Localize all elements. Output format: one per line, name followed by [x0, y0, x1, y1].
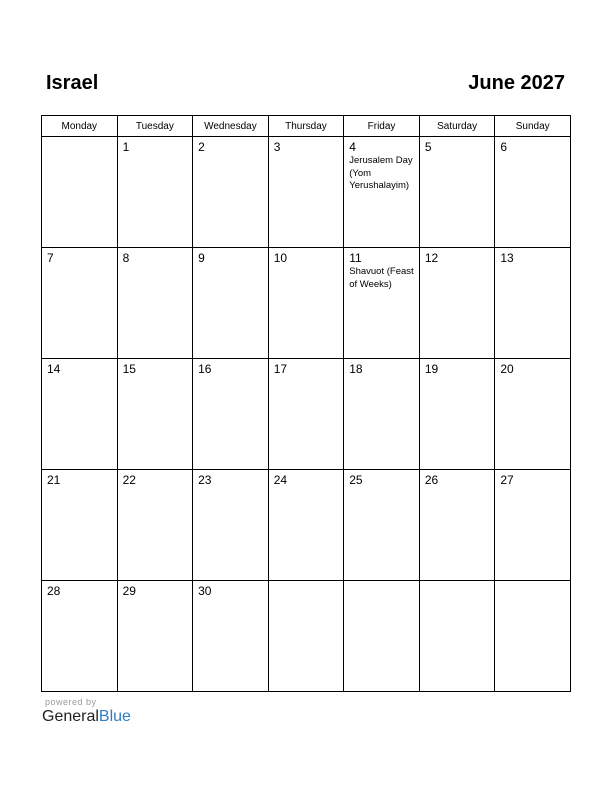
day-cell: [117, 137, 193, 248]
day-cell: [495, 359, 571, 470]
brand-logo-part2: Blue: [98, 708, 131, 725]
day-number: 8: [122, 251, 130, 265]
weekday-header-row: [42, 116, 571, 137]
day-number: 29: [122, 584, 136, 598]
day-number: 24: [273, 473, 288, 487]
day-number: 25: [349, 473, 363, 487]
powered-by-label: powered by: [45, 697, 97, 707]
day-number: 11: [349, 251, 362, 265]
day-cell: [495, 470, 571, 581]
day-cell: [268, 248, 344, 359]
day-cell: [419, 470, 495, 581]
day-number: 4: [349, 140, 356, 154]
day-cell: [42, 248, 118, 359]
day-number: 17: [273, 362, 288, 376]
day-cell: [268, 359, 344, 470]
day-cell: [495, 581, 571, 692]
day-number: 7: [47, 251, 54, 265]
day-number: 20: [500, 362, 514, 376]
day-number: 26: [424, 473, 439, 487]
day-number: 23: [198, 473, 212, 487]
week-row: [42, 359, 571, 470]
month-title: June 2027: [468, 72, 565, 94]
day-cell: [419, 359, 495, 470]
day-number: 3: [273, 140, 281, 154]
day-cell: [419, 581, 495, 692]
day-cell: [42, 470, 118, 581]
day-cell: [344, 470, 420, 581]
day-cell: [344, 359, 420, 470]
day-cell: [117, 470, 193, 581]
day-number: 19: [424, 362, 439, 376]
day-number: 12: [424, 251, 439, 265]
calendar-grid: [41, 115, 571, 692]
day-cell: [117, 581, 193, 692]
day-cell: [42, 359, 118, 470]
day-cell: [193, 359, 269, 470]
week-row: [42, 137, 571, 248]
weekday-header: Saturday: [419, 116, 495, 137]
day-number: 18: [349, 362, 363, 376]
day-cell: [268, 470, 344, 581]
day-number: 13: [500, 251, 514, 265]
day-number: 5: [424, 140, 432, 154]
day-cell: [344, 248, 420, 359]
day-number: 15: [122, 362, 136, 376]
weekday-header: Monday: [42, 116, 118, 137]
day-cell: [495, 248, 571, 359]
weekday-header: Friday: [344, 116, 420, 137]
day-number: 10: [273, 251, 288, 265]
day-cell: [344, 581, 420, 692]
day-cell: [268, 581, 344, 692]
day-number: 27: [500, 473, 514, 487]
day-cell: [344, 137, 420, 248]
week-row: [42, 248, 571, 359]
day-cell: [42, 137, 118, 248]
day-number: 9: [198, 251, 205, 265]
day-number: 16: [198, 362, 212, 376]
day-number: 21: [47, 473, 61, 487]
weekday-header: Sunday: [495, 116, 571, 137]
day-cell: [193, 248, 269, 359]
country-title: Israel: [46, 72, 99, 94]
day-cell: [268, 137, 344, 248]
holiday-label: Jerusalem Day (Yom Yerushalayim): [349, 155, 413, 191]
day-cell: [193, 470, 269, 581]
day-cell: [42, 581, 118, 692]
day-cell: [193, 137, 269, 248]
day-cell: [419, 248, 495, 359]
day-cell: [495, 137, 571, 248]
day-number: 22: [122, 473, 136, 487]
weekday-header: Tuesday: [117, 116, 193, 137]
brand-logo-part1: General: [42, 708, 99, 725]
day-cell: [193, 581, 269, 692]
day-cell: [419, 137, 495, 248]
brand-logo[interactable]: [42, 708, 131, 726]
day-number: 14: [47, 362, 61, 376]
week-row: [42, 581, 571, 692]
day-number: 1: [122, 140, 130, 154]
day-number: 28: [47, 584, 61, 598]
week-row: [42, 470, 571, 581]
day-number: 2: [198, 140, 205, 154]
weekday-header: Wednesday: [193, 116, 269, 137]
holiday-label: Shavuot (Feast of Weeks): [349, 266, 414, 290]
day-number: 6: [500, 140, 508, 154]
weekday-header: Thursday: [268, 116, 344, 137]
day-cell: [117, 359, 193, 470]
day-cell: [117, 248, 193, 359]
day-number: 30: [198, 584, 212, 598]
